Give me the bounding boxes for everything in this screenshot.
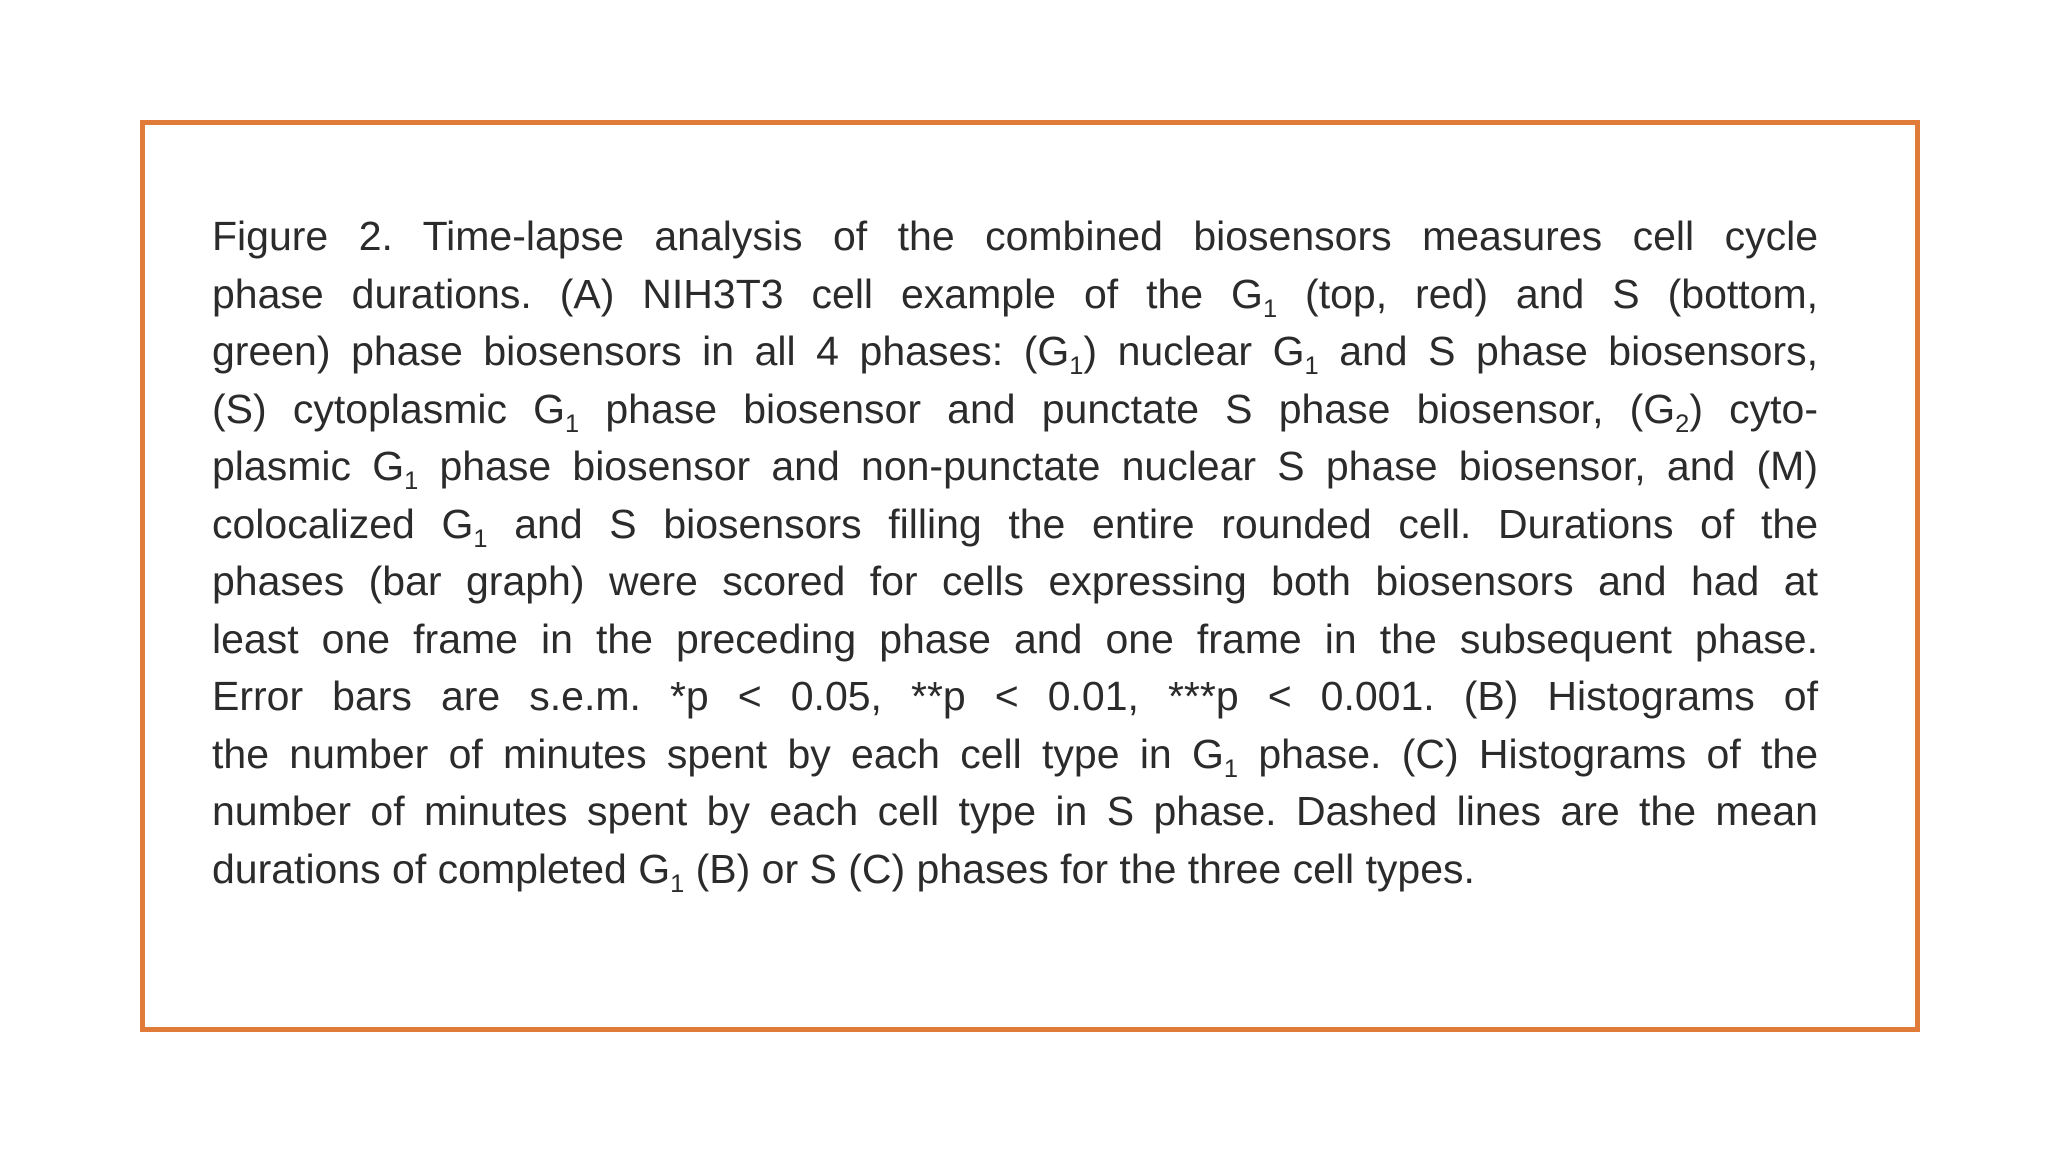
caption-text: phase durations. (A) NIH3T3 cell example of the G (212, 270, 1263, 317)
caption-text: Error bars are s.e.m. *p < 0.05, **p < 0.01, ***p < 0.001. (B) Histograms of (212, 673, 1818, 719)
caption-line-8 (212, 611, 1818, 669)
caption-line-12 (212, 841, 1818, 899)
caption-line-11 (212, 783, 1818, 841)
caption-line-3 (212, 323, 1818, 381)
caption-line-9 (212, 668, 1818, 726)
subscript: 1 (1262, 294, 1278, 323)
caption-line-1 (212, 208, 1818, 266)
caption-line-4 (212, 381, 1818, 439)
caption-line-2 (212, 266, 1818, 324)
caption-text: phase biosensor and punctate S phase biosensor, (G (579, 385, 1676, 432)
caption-text: ) cyto- (1689, 385, 1818, 432)
figure-caption (212, 208, 1818, 898)
caption-text: and S phase biosensors, (1318, 328, 1818, 374)
caption-text: phases (bar graph) were scored for cells expressing both biosensors and had at (212, 558, 1818, 604)
caption-text: least one frame in the preceding phase and one frame in the subsequent phase. (212, 615, 1818, 662)
caption-line-7 (212, 553, 1818, 611)
subscript: 1 (670, 869, 685, 898)
caption-text: number of minutes spent by each cell type in S phase. Dashed lines are the mean (212, 788, 1818, 834)
caption-text: (top, red) and S (bottom, (1277, 270, 1818, 317)
caption-text: colocalized G (212, 500, 474, 547)
subscript: 1 (1223, 754, 1239, 783)
caption-text: green) phase biosensors in all 4 phases: (G (212, 328, 1070, 374)
caption-text: and S biosensors filling the entire rounded cell. Durations of the (487, 500, 1818, 547)
subscript: 1 (404, 466, 419, 495)
caption-line-5 (212, 438, 1818, 496)
caption-text: plasmic G (212, 443, 405, 489)
caption-line-10 (212, 726, 1818, 784)
subscript: 1 (473, 524, 488, 553)
caption-text: phase biosensor and non-punctate nuclear S phase biosensor, and (M) (418, 443, 1818, 489)
caption-text: Figure 2. Time-lapse analysis of the combined biosensors measures cell cycle (212, 213, 1818, 259)
caption-text: ) nuclear G (1083, 328, 1305, 374)
subscript: 1 (565, 409, 580, 438)
subscript: 1 (1069, 351, 1084, 380)
subscript: 1 (1304, 351, 1319, 380)
subscript: 2 (1675, 409, 1690, 438)
caption-text: the number of minutes spent by each cell type in G (212, 730, 1224, 777)
caption-text: phase. (C) Histograms of the (1238, 730, 1818, 777)
caption-text: (S) cytoplasmic G (212, 385, 566, 432)
caption-line-6 (212, 496, 1818, 554)
caption-text: (B) or S (C) phases for the three cell types. (684, 845, 1475, 892)
caption-text: durations of completed G (212, 845, 671, 892)
